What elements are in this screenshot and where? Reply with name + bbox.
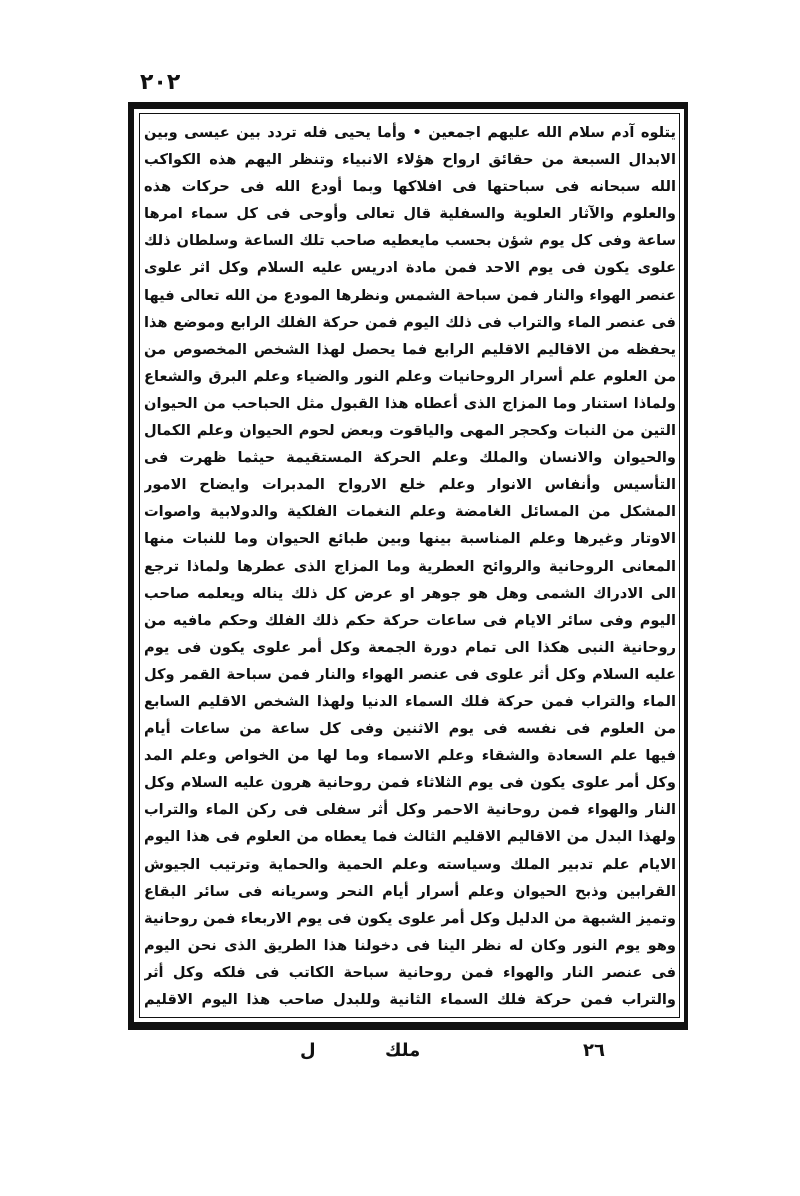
signature-mark-right: ٢٦ bbox=[583, 1040, 605, 1061]
text-line: والتراب فمن حركة فلك السماء الثانية وللبدل صاحب هذا اليوم الاقليم bbox=[144, 991, 676, 1008]
text-line: فيها علم السعادة والشقاء وعلم الاسماء وما لها من الخواص وعلم المد bbox=[144, 747, 676, 765]
text-line: عليه السلام وكل أثر علوى فى عنصر الهواء والنار فمن سباحة القمر وكل bbox=[144, 665, 676, 683]
text-line: القرابين وذبح الحيوان وعلم أسرار أيام النحر وسريانه فى سائر البقاع bbox=[144, 882, 676, 900]
text-line: الى الادراك الشمى وهل هو جوهر او عرض كل ذلك يناله ويعلمه صاحب bbox=[144, 584, 676, 602]
text-line: وتميز الشبهة من الدليل وكل أمر علوى يكون فى يوم الاربعاء فمن روحانية bbox=[144, 909, 676, 927]
text-line: علوى يكون فى يوم الاحد فمن مادة ادريس عليه السلام وكل اثر علوى bbox=[144, 259, 676, 277]
text-line: الله سبحانه فى سباحتها فى افلاكها وبما أودع الله فى حركات هذه bbox=[144, 178, 676, 196]
text-line: التين من النبات وكحجر المهى والياقوت وبعض لحوم الحيوان وعلم الكمال bbox=[144, 422, 676, 440]
text-body bbox=[144, 119, 676, 1013]
text-line: فى عنصر الماء والتراب فى ذلك اليوم فمن حركة الفلك الرابع وموضع هذا bbox=[144, 313, 676, 331]
text-line: يحفظه من الاقاليم الاقليم الرابع فما يحصل لهذا الشخص المخصوص من bbox=[144, 340, 676, 358]
text-line: المشكل من المسائل الغامضة وعلم النغمات الفلكية والدولابية واصوات bbox=[144, 503, 676, 521]
text-line: والعلوم والآثار العلوية والسفلية قال تعالى وأوحى فى كل سماء امرها bbox=[144, 205, 676, 223]
text-line: التأسيس وأنفاس الانوار وعلم خلع الارواح المدبرات وايضاح الامور bbox=[144, 476, 676, 494]
text-line: ولماذا استنار وما المزاج الذى أعطاه هذا القبول مثل الحباحب من الحيوان bbox=[144, 394, 676, 412]
page-number: ٢٠٢ bbox=[140, 70, 181, 95]
footer-signatures bbox=[0, 1040, 800, 1070]
text-frame bbox=[128, 102, 688, 1030]
text-line: عنصر الهواء والنار فمن سباحة الشمس ونظرها المودع من الله تعالى فيها bbox=[144, 286, 676, 304]
text-line: اليوم وفى سائر الايام فى ساعات حركة حكم ذلك الفلك وحكم مافيه من bbox=[144, 611, 676, 629]
text-line: ساعة وفى كل يوم شؤن بحسب مايعطيه صاحب تلك الساعة وسلطان ذلك bbox=[144, 232, 676, 250]
text-line: وهو يوم النور وكان له نظر الينا فى دخولنا هذا الطريق الذى نحن اليوم bbox=[144, 936, 676, 954]
text-line: من العلوم علم أسرار الروحانيات وعلم النور والضياء وعلم البرق والشعاع bbox=[144, 367, 676, 385]
text-line: النار والهواء فمن روحانية الاحمر وكل أثر سفلى فى ركن الماء والتراب bbox=[144, 801, 676, 819]
signature-mark-middle: ملك bbox=[385, 1040, 421, 1061]
text-line: المعانى الروحانية والروائح العطرية وما المزاج الذى عطرها ولماذا ترجع bbox=[144, 557, 676, 575]
text-line: الاوتار وغيرها وعلم المناسبة بينها وبين طبائع الحيوان وما للنبات منها bbox=[144, 530, 676, 548]
text-line: الايام علم تدبير الملك وسياسته وعلم الحمية والحماية وترتيب الجيوش bbox=[144, 855, 676, 873]
text-line: روحانية النبى هكذا الى تمام دورة الجمعة وكل أمر علوى يكون فى يوم bbox=[144, 638, 676, 656]
text-line: ولهذا البدل من الاقاليم الاقليم الثالث فما يعطاه من العلوم فى هذا اليوم bbox=[144, 828, 676, 846]
text-line: من العلوم فى نفسه فى يوم الاثنين وفى كل ساعة من ساعات أيام bbox=[144, 720, 676, 738]
text-line: وكل أمر علوى يكون فى يوم الثلاثاء فمن روحانية هرون عليه السلام وكل bbox=[144, 774, 676, 792]
text-line: يتلوه آدم سلام الله عليهم اجمعين • وأما يحيى فله تردد بين عيسى وبين bbox=[144, 124, 676, 141]
signature-mark-left: ل bbox=[300, 1040, 316, 1061]
text-line: الماء والتراب فمن حركة فلك السماء الدنيا ولهذا الشخص الاقليم السابع bbox=[144, 692, 676, 710]
text-line: فى عنصر النار والهواء فمن روحانية سباحة الكاتب فى فلكه وكل أثر bbox=[144, 963, 676, 981]
text-line: الابدال السبعة من حقائق ارواح هؤلاء الانبياء وتنظر اليهم هذه الكواكب bbox=[144, 151, 676, 169]
text-line: والحيوان والانسان والملك وعلم الحركة المستقيمة حيثما ظهرت فى bbox=[144, 449, 676, 467]
